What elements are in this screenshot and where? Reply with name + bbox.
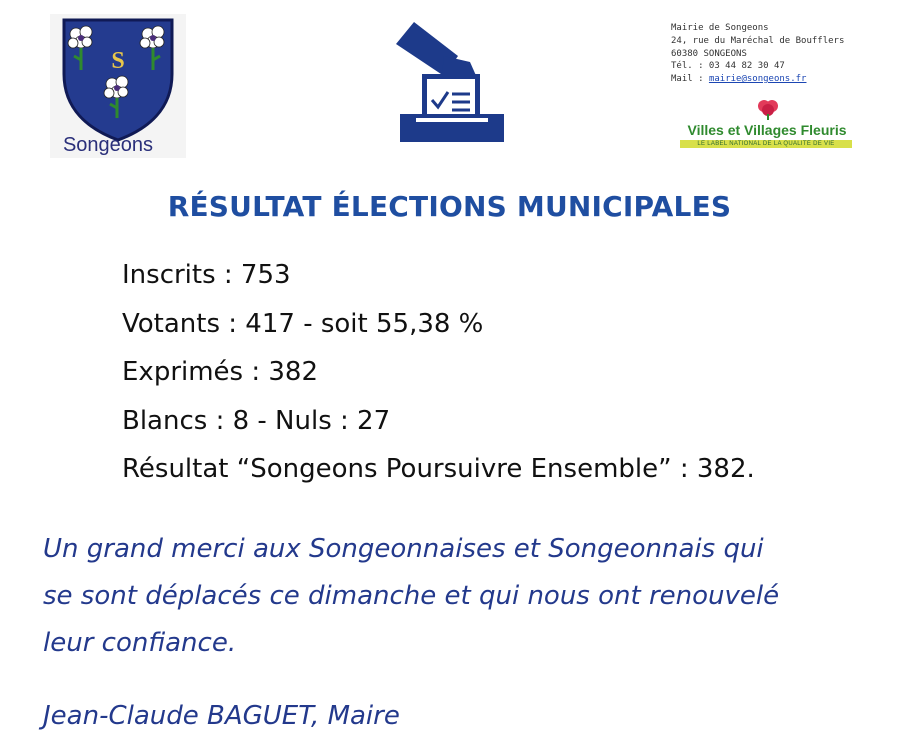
page-title: RÉSULTAT ÉLECTIONS MUNICIPALES <box>167 190 732 223</box>
thanks-line-1: Un grand merci aux Songeonnaises et Songeonnais qui <box>43 534 764 564</box>
thanks-line-3: leur confiance. <box>43 628 237 658</box>
villes-fleuris-label <box>678 96 856 156</box>
mail-link[interactable]: mairie@songeons.fr <box>708 74 807 85</box>
result-votants: Votants : 417 - soit 55,38 % <box>122 308 484 339</box>
crest-name: Songeons <box>62 134 154 156</box>
contact-line-1: Mairie de Songeons <box>671 23 769 33</box>
result-inscrits: Inscrits : 753 <box>122 260 291 290</box>
thanks-message <box>43 526 873 667</box>
contact-block <box>671 22 881 86</box>
results-list <box>122 251 755 494</box>
flower-icon <box>756 98 780 120</box>
svg-text:S: S <box>111 48 125 74</box>
mail-label: Mail : <box>671 74 709 85</box>
signature: Jean-Claude BAGUET, Maire <box>43 701 400 731</box>
contact-mail-line <box>671 73 881 86</box>
contact-line-2: 24, rue du Maréchal de Boufflers <box>671 35 845 46</box>
result-blancs-nuls: Blancs : 8 - Nuls : 27 <box>122 405 391 436</box>
label-subtitle: LE LABEL NATIONAL DE LA QUALITÉ DE VIE <box>697 141 835 147</box>
result-exprimes: Exprimés : 382 <box>122 357 319 387</box>
contact-line-4: Tél. : 03 44 82 30 47 <box>671 61 785 72</box>
ballot-box-icon <box>392 22 512 146</box>
contact-line-3: 60380 SONGEONS <box>671 48 747 59</box>
label-title: Villes et Villages Fleuris <box>687 122 847 138</box>
thanks-line-2: se sont déplacés ce dimanche et qui nous ont renouvelé <box>43 581 780 611</box>
result-resultat: Résultat “Songeons Poursuivre Ensemble” : 382. <box>122 454 755 484</box>
